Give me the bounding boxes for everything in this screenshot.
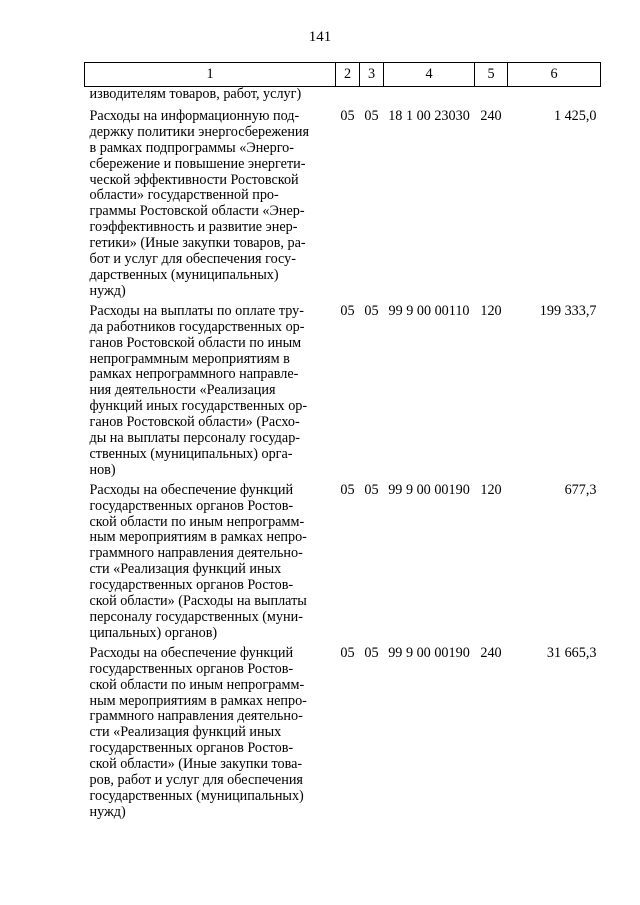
- description-line: держку политики энергосбережения: [89, 123, 310, 140]
- table-row: [85, 646, 601, 825]
- column-header-2: 2: [336, 63, 360, 87]
- section-code: 05: [340, 481, 355, 498]
- description-line: ципальных) органов): [89, 624, 218, 641]
- description-line: Расходы на обеспечение функций: [89, 644, 294, 661]
- description-line: ным мероприятиям в рамках непро-: [89, 692, 307, 709]
- description-line: непрограммным мероприятиям в: [89, 350, 290, 367]
- description-line: гоэффективность и развитие энер-: [89, 219, 298, 236]
- expense-type-code: 120: [480, 481, 502, 498]
- table-row: [85, 304, 601, 483]
- description-line: сбережение и повышение энергети-: [89, 155, 306, 172]
- description-line: ской области» (Иные закупки това-: [89, 756, 303, 773]
- target-article-code: 18 1 00 23030: [388, 107, 470, 124]
- description-line: государственных органов Ростов-: [89, 497, 294, 514]
- description-line: государственных (муниципальных): [89, 787, 304, 804]
- target-article-code: 99 9 00 00190: [388, 644, 470, 661]
- description-line: области» государственной про-: [89, 187, 279, 204]
- amount-value: 1 425,0: [553, 107, 597, 124]
- target-article-code: 99 9 00 00110: [388, 302, 470, 319]
- description-line: граммного направления деятельно-: [89, 545, 303, 562]
- description-line: рамках непрограммного направле-: [89, 366, 299, 383]
- description-line: государственных органов Ростов-: [89, 660, 294, 677]
- description-line: в рамках подпрограммы «Энерго-: [89, 139, 294, 156]
- amount-value: 677,3: [564, 481, 597, 498]
- description-line: сти «Реализация функций иных: [89, 724, 282, 741]
- column-header-5: 5: [475, 63, 508, 87]
- description-line: нужд): [89, 803, 126, 820]
- subsection-code: 05: [364, 302, 379, 319]
- continuation-row: [85, 87, 601, 109]
- description-line: функций иных государственных ор-: [89, 398, 308, 415]
- description-line: сти «Реализация функций иных: [89, 561, 282, 578]
- budget-table: [84, 62, 601, 825]
- description-line: ды на выплаты персоналу государ-: [89, 430, 301, 447]
- description-line: Расходы на выплаты по оплате тру-: [89, 302, 304, 319]
- description-line: граммы Ростовской области «Энер-: [89, 203, 305, 220]
- description-line: ской области по иным непрограмм-: [89, 676, 305, 693]
- description-line: ской области» (Расходы на выплаты: [89, 593, 307, 610]
- description-line: дарственных (муниципальных): [89, 266, 279, 283]
- column-header-4: 4: [384, 63, 475, 87]
- table-row: [85, 483, 601, 646]
- expense-description: [85, 304, 336, 483]
- table-row: [85, 109, 601, 304]
- description-line: ственных (муниципальных) орга-: [89, 445, 293, 462]
- description-line: ния деятельности «Реализация: [89, 382, 276, 399]
- description-line: ганов Ростовской области» (Расхо-: [89, 414, 300, 431]
- description-line: ской области по иным непрограмм-: [89, 513, 305, 530]
- expense-type-code: 240: [480, 644, 502, 661]
- expense-description: [85, 483, 336, 646]
- column-header-1: 1: [85, 63, 336, 87]
- description-line: граммного направления деятельно-: [89, 708, 303, 725]
- description-line: персоналу государственных (муни-: [89, 609, 303, 625]
- section-code: 05: [340, 644, 355, 661]
- target-article-code: 99 9 00 00190: [388, 481, 470, 498]
- expense-description: [85, 646, 336, 825]
- page-number: 141: [308, 29, 332, 45]
- expense-type-code: 120: [480, 302, 502, 319]
- description-line: государственных органов Ростов-: [89, 740, 294, 757]
- subsection-code: 05: [364, 644, 379, 661]
- continuation-text: изводителям товаров, работ, услуг): [89, 86, 302, 102]
- description-line: нужд): [89, 282, 126, 299]
- section-code: 05: [340, 107, 355, 124]
- description-line: государственных органов Ростов-: [89, 577, 294, 594]
- description-line: ным мероприятиям в рамках непро-: [89, 529, 307, 546]
- table-header-row: [85, 63, 601, 87]
- expense-description: [85, 109, 336, 304]
- description-line: ческой эффективности Ростовской: [89, 171, 299, 188]
- column-header-6: 6: [508, 63, 601, 87]
- description-line: гетики» (Иные закупки товаров, ра-: [89, 235, 306, 252]
- amount-value: 31 665,3: [546, 644, 597, 661]
- amount-value: 199 333,7: [539, 302, 597, 319]
- column-header-3: 3: [360, 63, 384, 87]
- description-line: ров, работ и услуг для обеспечения: [89, 772, 303, 789]
- subsection-code: 05: [364, 107, 379, 124]
- description-line: ганов Ростовской области по иным: [89, 334, 302, 351]
- description-line: Расходы на информационную под-: [89, 107, 300, 124]
- expense-type-code: 240: [480, 107, 502, 124]
- description-line: нов): [89, 461, 116, 478]
- description-line: да работников государственных ор-: [89, 318, 305, 335]
- section-code: 05: [340, 302, 355, 319]
- subsection-code: 05: [364, 481, 379, 498]
- description-line: Расходы на обеспечение функций: [89, 481, 294, 498]
- description-line: бот и услуг для обеспечения госу-: [89, 251, 296, 268]
